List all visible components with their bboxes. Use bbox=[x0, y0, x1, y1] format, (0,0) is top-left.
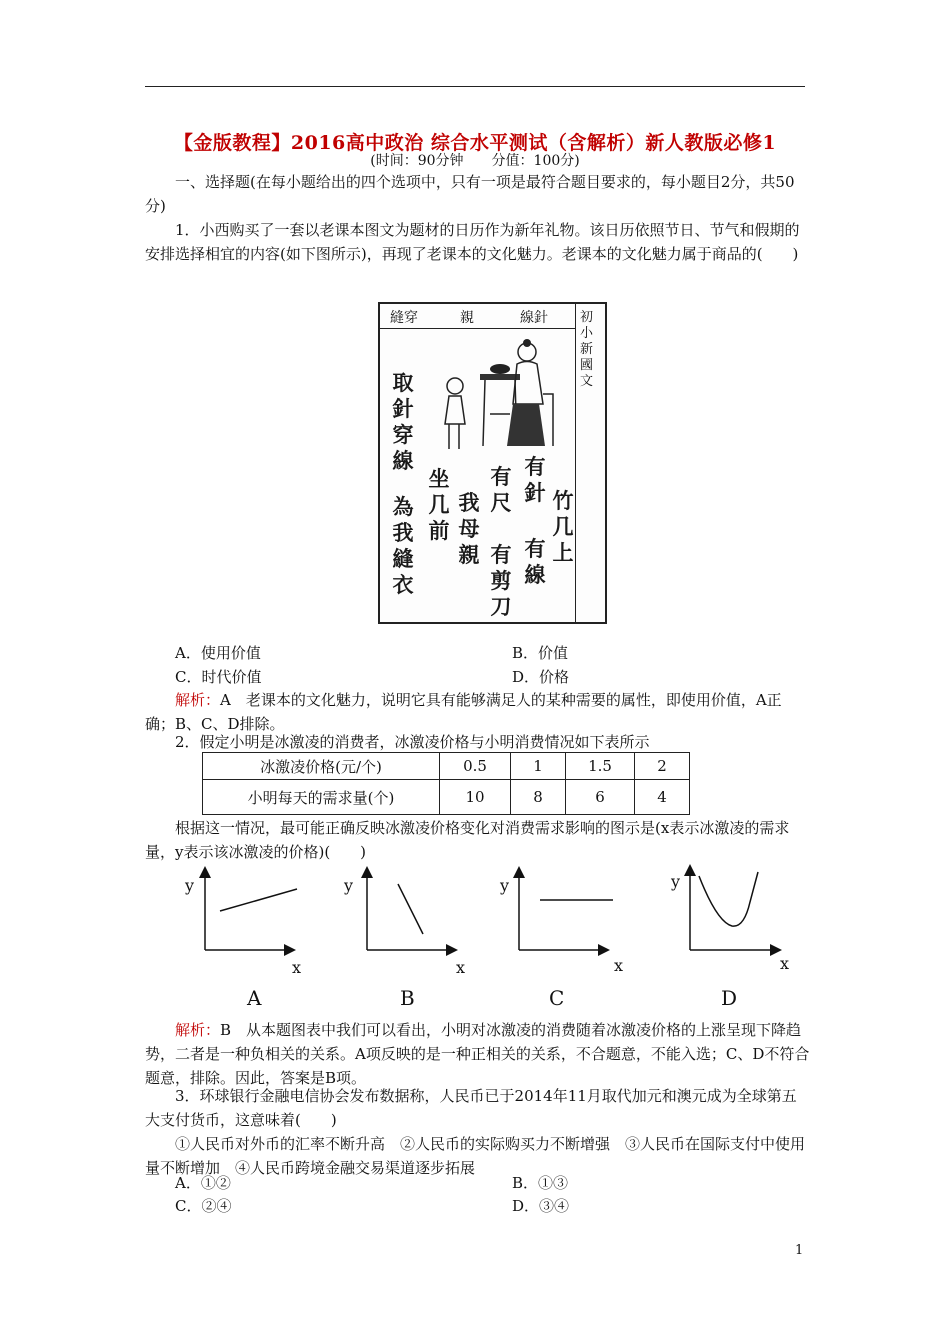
illus-label-1: 縫穿 bbox=[390, 310, 418, 326]
graph-d-x: x bbox=[780, 954, 790, 973]
graphs-svg bbox=[172, 862, 812, 1022]
q3-option-a: A．①② bbox=[175, 1174, 231, 1192]
page-subtitle: (时间：90分钟 分值：100分) bbox=[370, 153, 580, 169]
q3-option-d: D．③④ bbox=[512, 1197, 570, 1215]
table-cell: 冰激凌价格(元/个) bbox=[203, 753, 440, 780]
q1-option-a: A．使用价值 bbox=[175, 644, 261, 662]
table-cell: 4 bbox=[635, 780, 690, 815]
q1-option-c: C．时代价值 bbox=[175, 668, 262, 686]
graph-c-x: x bbox=[614, 956, 624, 975]
illus-col-4: 我母親 bbox=[458, 490, 480, 567]
price-demand-table bbox=[202, 752, 690, 815]
illus-col-5: 有尺 bbox=[490, 464, 512, 515]
analysis-label: 解析： bbox=[175, 691, 221, 709]
graph-b-y: y bbox=[344, 876, 354, 895]
illus-col-8: 有線 bbox=[524, 536, 546, 587]
textbook-illustration bbox=[378, 302, 607, 624]
q2-question: 根据这一情况，最可能正确反映冰激凌价格变化对消费需求影响的图示是(x表示冰激凌的需求量，y表示该冰激凌的价格)( ) bbox=[145, 819, 790, 861]
illus-col-6: 有剪刀 bbox=[490, 542, 512, 619]
q2-stem: 2．假定小明是冰激凌的消费者，冰激凌价格与小明消费情况如下表所示 bbox=[175, 733, 650, 751]
table-cell: 10 bbox=[440, 780, 511, 815]
q2-analysis-text: B 从本题图表中我们可以看出，小明对冰激凌的消费随着冰激凌价格的上涨呈现下降趋势，二者是一种负相关的关系。A项反映的是一种正相关的关系，不合题意，不能入选；C、D不符合题意，排除。因此，答案是B项。 bbox=[145, 1021, 810, 1087]
illus-label-2: 親 bbox=[460, 310, 474, 326]
graph-a-y: y bbox=[185, 876, 195, 895]
table-cell: 6 bbox=[566, 780, 635, 815]
graph-a-x: x bbox=[292, 958, 302, 977]
q1-stem: 1．小西购买了一套以老课本图文为题材的日历作为新年礼物。该日历依照节日、节气和假期的安排选择相宜的内容(如下图所示)，再现了老课本的文化魅力。老课本的文化魅力属于商品的( ) bbox=[145, 221, 800, 263]
page-number: 1 bbox=[795, 1243, 804, 1258]
graph-c bbox=[519, 872, 613, 950]
illus-col-7: 有針 bbox=[524, 454, 546, 505]
graph-d-y: y bbox=[671, 872, 681, 891]
q3-statements: ①人民币对外币的汇率不断升高 ②人民币的实际购买力不断增强 ③人民币在国际支付中使用量不断增加 ④人民币跨境金融交易渠道逐步拓展 bbox=[145, 1135, 806, 1177]
graph-a bbox=[205, 872, 297, 950]
analysis-label: 解析： bbox=[175, 1021, 221, 1039]
table-cell: 0.5 bbox=[440, 753, 511, 780]
q3-option-b: B．①③ bbox=[512, 1174, 569, 1192]
page-title: 【金版教程】2016高中政治 综合水平测试（含解析）新人教版必修1 bbox=[173, 132, 777, 154]
illus-label-3: 線針 bbox=[520, 310, 548, 326]
mother-child-drawing bbox=[435, 334, 560, 459]
graph-c-y: y bbox=[500, 876, 510, 895]
q3-option-c: C．②④ bbox=[175, 1197, 232, 1215]
graph-b-label: B bbox=[400, 986, 415, 1010]
illus-col-9: 竹几上 bbox=[552, 488, 574, 565]
illus-col-2: 為我縫衣 bbox=[392, 494, 414, 597]
table-row bbox=[203, 780, 690, 815]
graph-d-label: D bbox=[721, 986, 738, 1010]
graph-b bbox=[367, 872, 452, 950]
table-cell: 小明每天的需求量(个) bbox=[203, 780, 440, 815]
illus-side-label: 初小新國文 bbox=[580, 310, 594, 389]
q3-stem: 3．环球银行金融电信协会发布数据称，人民币已于2014年11月取代加元和澳元成为全球第五大支付货币，这意味着( ) bbox=[145, 1087, 797, 1129]
section-heading: 一、选择题(在每小题给出的四个选项中，只有一项是最符合题目要求的，每小题目2分，共50分) bbox=[145, 173, 795, 215]
q2-graphs bbox=[172, 862, 812, 1022]
table-cell: 1 bbox=[511, 753, 566, 780]
illus-col-1: 取針穿線 bbox=[392, 370, 414, 473]
table-row bbox=[203, 753, 690, 780]
table-cell: 1.5 bbox=[566, 753, 635, 780]
graph-b-x: x bbox=[456, 958, 466, 977]
header-rule bbox=[145, 86, 805, 87]
table-cell: 8 bbox=[511, 780, 566, 815]
q1-option-d: D．价格 bbox=[512, 668, 570, 686]
q1-analysis bbox=[145, 688, 810, 736]
graph-d bbox=[690, 870, 776, 950]
q2-analysis bbox=[145, 1018, 810, 1090]
graph-c-label: C bbox=[549, 986, 565, 1010]
table-cell: 2 bbox=[635, 753, 690, 780]
graph-a-label: A bbox=[247, 986, 262, 1010]
q1-analysis-text: A 老课本的文化魅力，说明它具有能够满足人的某种需要的属性，即使用价值，A正确；B、C、D排除。 bbox=[145, 691, 782, 733]
q1-option-b: B．价值 bbox=[512, 644, 569, 662]
illus-col-3: 坐几前 bbox=[428, 466, 450, 543]
